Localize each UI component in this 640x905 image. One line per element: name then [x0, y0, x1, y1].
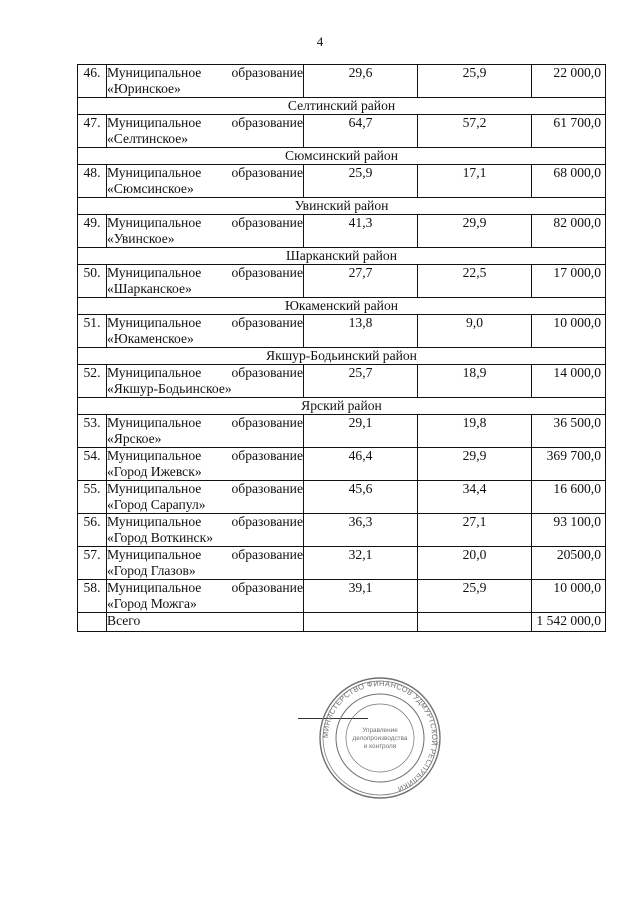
district-name: Сюмсинский район	[78, 148, 606, 165]
value-col-1: 45,6	[304, 481, 418, 514]
municipality-name	[107, 547, 304, 580]
amount: 10 000,0	[532, 315, 606, 348]
total-empty-cell	[418, 613, 532, 632]
municipality-name	[107, 165, 304, 198]
municipality-name	[107, 265, 304, 298]
total-amount: 1 542 000,0	[532, 613, 606, 632]
table-row	[78, 115, 606, 148]
municipality-type: Муниципальное образование	[107, 165, 303, 180]
value-col-2: 34,4	[418, 481, 532, 514]
stamp-inner-text: Управление делопроизводства и контроля	[352, 727, 408, 750]
municipality-name	[107, 514, 304, 547]
municipality-type: Муниципальное образование	[107, 514, 303, 529]
municipality-type: Муниципальное образование	[107, 115, 303, 130]
municipality-title: «Город Можга»	[107, 596, 197, 611]
value-col-2: 29,9	[418, 448, 532, 481]
value-col-2: 17,1	[418, 165, 532, 198]
value-col-1: 41,3	[304, 215, 418, 248]
municipality-title: «Ярское»	[107, 431, 162, 446]
district-name: Шарканский район	[78, 248, 606, 265]
municipality-title: «Сюмсинское»	[107, 181, 194, 196]
municipality-type: Муниципальное образование	[107, 415, 303, 430]
value-col-2: 57,2	[418, 115, 532, 148]
municipality-type: Муниципальное образование	[107, 580, 303, 595]
allocation-table	[77, 64, 606, 632]
row-number: 46.	[78, 65, 107, 98]
official-stamp	[318, 676, 442, 800]
table-row	[78, 481, 606, 514]
amount: 20500,0	[532, 547, 606, 580]
district-name: Юкаменский район	[78, 298, 606, 315]
row-number: 56.	[78, 514, 107, 547]
amount: 22 000,0	[532, 65, 606, 98]
row-number: 50.	[78, 265, 107, 298]
district-row	[78, 398, 606, 415]
municipality-type: Муниципальное образование	[107, 547, 303, 562]
municipality-title: «Якшур-Бодьинское»	[107, 381, 232, 396]
municipality-title: «Город Ижевск»	[107, 464, 202, 479]
table-row	[78, 514, 606, 547]
value-col-2: 27,1	[418, 514, 532, 547]
municipality-title: «Город Сарапул»	[107, 497, 206, 512]
district-row	[78, 248, 606, 265]
value-col-2: 25,9	[418, 65, 532, 98]
municipality-title: «Шарканское»	[107, 281, 192, 296]
district-name: Ярский район	[78, 398, 606, 415]
value-col-2: 22,5	[418, 265, 532, 298]
row-number: 53.	[78, 415, 107, 448]
value-col-1: 25,7	[304, 365, 418, 398]
value-col-1: 29,6	[304, 65, 418, 98]
municipality-title: «Город Глазов»	[107, 563, 196, 578]
row-number: 55.	[78, 481, 107, 514]
row-number: 58.	[78, 580, 107, 613]
total-empty-cell	[78, 613, 107, 632]
amount: 82 000,0	[532, 215, 606, 248]
municipality-name	[107, 580, 304, 613]
table-row	[78, 165, 606, 198]
municipality-type: Муниципальное образование	[107, 265, 303, 280]
municipality-name	[107, 365, 304, 398]
total-row	[78, 613, 606, 632]
municipality-name	[107, 65, 304, 98]
amount: 10 000,0	[532, 580, 606, 613]
municipality-type: Муниципальное образование	[107, 448, 303, 463]
district-row	[78, 148, 606, 165]
value-col-2: 18,9	[418, 365, 532, 398]
table-row	[78, 315, 606, 348]
district-row	[78, 348, 606, 365]
table-row	[78, 215, 606, 248]
amount: 17 000,0	[532, 265, 606, 298]
row-number: 57.	[78, 547, 107, 580]
amount: 61 700,0	[532, 115, 606, 148]
municipality-title: «Селтинское»	[107, 131, 189, 146]
municipality-type: Муниципальное образование	[107, 65, 303, 80]
municipality-name	[107, 481, 304, 514]
amount: 14 000,0	[532, 365, 606, 398]
amount: 68 000,0	[532, 165, 606, 198]
amount: 36 500,0	[532, 415, 606, 448]
district-row	[78, 298, 606, 315]
municipality-name	[107, 115, 304, 148]
row-number: 47.	[78, 115, 107, 148]
value-col-2: 29,9	[418, 215, 532, 248]
value-col-1: 46,4	[304, 448, 418, 481]
table-row	[78, 415, 606, 448]
district-row	[78, 198, 606, 215]
table-row	[78, 65, 606, 98]
value-col-2: 20,0	[418, 547, 532, 580]
value-col-1: 25,9	[304, 165, 418, 198]
row-number: 49.	[78, 215, 107, 248]
municipality-type: Муниципальное образование	[107, 315, 303, 330]
value-col-2: 9,0	[418, 315, 532, 348]
district-name: Якшур-Бодьинский район	[78, 348, 606, 365]
amount: 93 100,0	[532, 514, 606, 547]
value-col-1: 32,1	[304, 547, 418, 580]
value-col-1: 29,1	[304, 415, 418, 448]
value-col-1: 64,7	[304, 115, 418, 148]
row-number: 51.	[78, 315, 107, 348]
municipality-title: «Город Воткинск»	[107, 530, 213, 545]
district-name: Увинский район	[78, 198, 606, 215]
municipality-type: Муниципальное образование	[107, 365, 303, 380]
total-empty-cell	[304, 613, 418, 632]
municipality-name	[107, 415, 304, 448]
table-row	[78, 580, 606, 613]
row-number: 52.	[78, 365, 107, 398]
row-number: 54.	[78, 448, 107, 481]
value-col-1: 27,7	[304, 265, 418, 298]
stamp-outer-text: МИНИСТЕРСТВО ФИНАНСОВ УДМУРТСКОЙ РЕСПУБЛИКИ	[320, 678, 440, 794]
district-name: Селтинский район	[78, 98, 606, 115]
municipality-type: Муниципальное образование	[107, 481, 303, 496]
amount: 16 600,0	[532, 481, 606, 514]
value-col-1: 36,3	[304, 514, 418, 547]
municipality-title: «Юринское»	[107, 81, 181, 96]
municipality-name	[107, 448, 304, 481]
value-col-1: 13,8	[304, 315, 418, 348]
value-col-1: 39,1	[304, 580, 418, 613]
municipality-name	[107, 315, 304, 348]
table-row	[78, 547, 606, 580]
table-row	[78, 365, 606, 398]
district-row	[78, 98, 606, 115]
value-col-2: 25,9	[418, 580, 532, 613]
table-row	[78, 448, 606, 481]
page-number: 4	[316, 34, 324, 49]
table-row	[78, 265, 606, 298]
municipality-title: «Юкаменское»	[107, 331, 194, 346]
municipality-type: Муниципальное образование	[107, 215, 303, 230]
municipality-title: «Увинское»	[107, 231, 175, 246]
total-label: Всего	[107, 613, 304, 632]
value-col-2: 19,8	[418, 415, 532, 448]
municipality-name	[107, 215, 304, 248]
amount: 369 700,0	[532, 448, 606, 481]
row-number: 48.	[78, 165, 107, 198]
